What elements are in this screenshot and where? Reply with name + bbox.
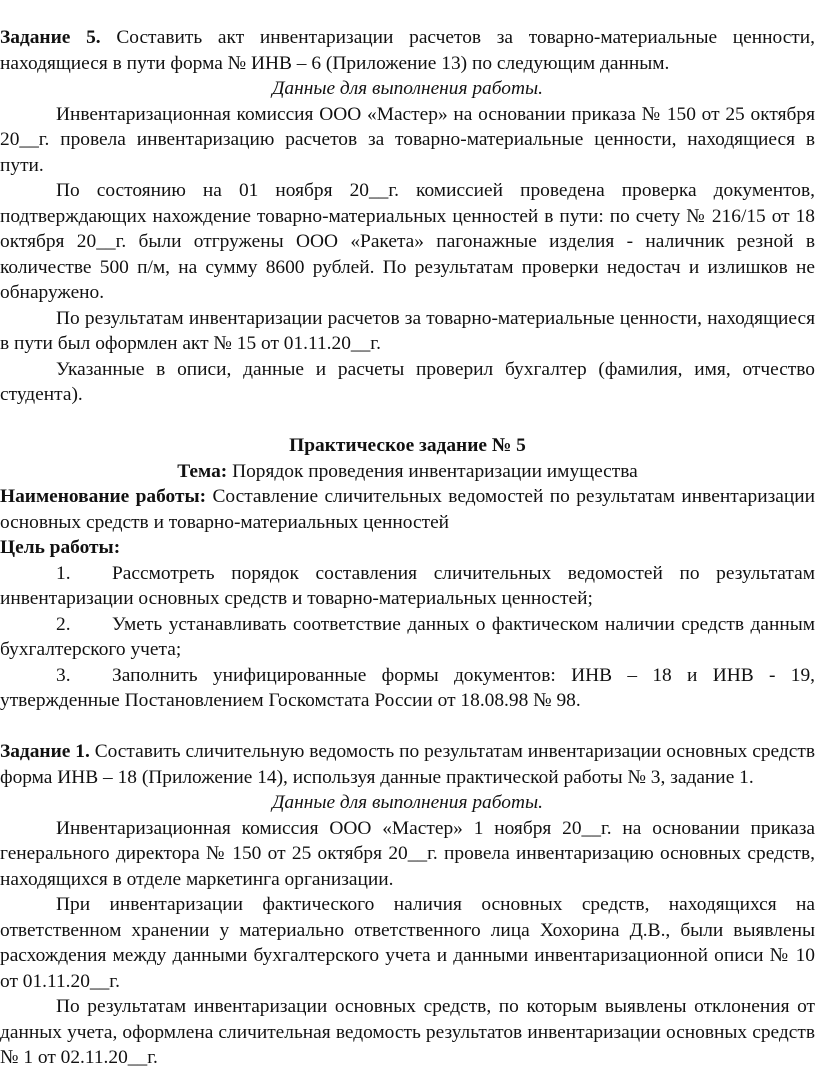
task1-paragraph-2: При инвентаризации фактического наличия основных средств, находящихся на ответственном хранении у материально ответственного лица Хохорина Д.В., были выявлены расхождения между данными бухгалтерского учета и данными инвентаризационной описи № 10 от 01.11.20__г. [0, 894, 815, 992]
task5-paragraph-2: По состоянию на 01 ноября 20__г. комиссией проведена проверка документов, подтверждающих нахождение товарно-материальных ценностей в пути: по счету № 216/15 от 18 октября 20__г. были отгружены ООО «Ракета» пагонажные изделия - наличник резной в количестве 500 п/м, на сумму 8600 рублей. По результатам проверки недостач и излишков не обнаружено. [0, 180, 815, 303]
spacer [0, 714, 815, 740]
goal-text: Уметь устанавливать соответствие данных о фактическом наличии средств данным бухгалтерского учета; [0, 613, 815, 660]
task1-statement [0, 739, 815, 790]
work-label: Наименование работы: [0, 486, 207, 507]
task5-text: Составить акт инвентаризации расчетов за товарно-материальные ценности, находящиеся в пути форма № ИНВ – 6 (Приложение 13) по следующим данным. [0, 27, 816, 74]
goal-text: Рассмотреть порядок составления сличительных ведомостей по результатам инвентаризации основных средств и товарно-материальных ценностей; [0, 562, 815, 609]
practical-topic [0, 459, 815, 485]
task5-paragraph-3: По результатам инвентаризации расчетов за товарно-материальные ценности, находящиеся в пути был оформлен акт № 15 от 01.11.20__г. [0, 307, 815, 354]
practical-title: Практическое задание № 5 [289, 435, 526, 456]
topic-text: Порядок проведения инвентаризации имущества [227, 460, 638, 482]
goal-num: 3. [56, 664, 71, 686]
goal-text: Заполнить унифицированные формы документов: ИНВ – 18 и ИНВ - 19, утвержденные Постановлением Госкомстата России от 18.08.98 № 98. [0, 664, 815, 711]
goal-item-3 [0, 663, 815, 714]
task1-text: Составить сличительную ведомость по результатам инвентаризации основных средств форма ИНВ – 18 (Приложение 14), используя данные практической работы № 3, задание 1. [0, 741, 815, 788]
goal-item-2 [0, 612, 815, 663]
task5-statement [0, 25, 815, 76]
goal-item-1 [0, 561, 815, 612]
task1-label: Задание 1. [0, 741, 90, 762]
work-text: Составление сличительных ведомостей по результатам инвентаризации основных средств и товарно-материальных ценностей [0, 486, 815, 533]
task5-paragraph-1: Инвентаризационная комиссия ООО «Мастер» на основании приказа № 150 от 25 октября 20__г. провела инвентаризацию расчетов за товарно-материальные ценности, находящиеся в пути. [0, 103, 815, 176]
task1-paragraph-1: Инвентаризационная комиссия ООО «Мастер» 1 ноября 20__г. на основании приказа генерального директора № 150 от 25 октября 20__г. провела инвентаризацию основных средств, находящихся в отделе маркетинга организации. [0, 817, 815, 890]
task5-data-heading: Данные для выполнения работы. [272, 78, 543, 99]
goal-num: 2. [56, 613, 71, 635]
task1-data-heading: Данные для выполнения работы. [272, 792, 543, 813]
task5-paragraph-4: Указанные в описи, данные и расчеты проверил бухгалтер (фамилия, имя, отчество студента). [0, 358, 815, 405]
goal-label: Цель работы: [0, 537, 121, 558]
topic-label: Тема: [177, 460, 228, 482]
goal-num: 1. [56, 562, 71, 584]
task5-label: Задание 5. [0, 27, 101, 48]
task1-paragraph-3: По результатам инвентаризации основных средств, по которым выявлены отклонения от данных учета, оформлена сличительная ведомость результатов инвентаризации основных средств № 1 от 02.11.20__г. [0, 996, 815, 1068]
work-name [0, 484, 815, 535]
spacer [0, 408, 815, 434]
